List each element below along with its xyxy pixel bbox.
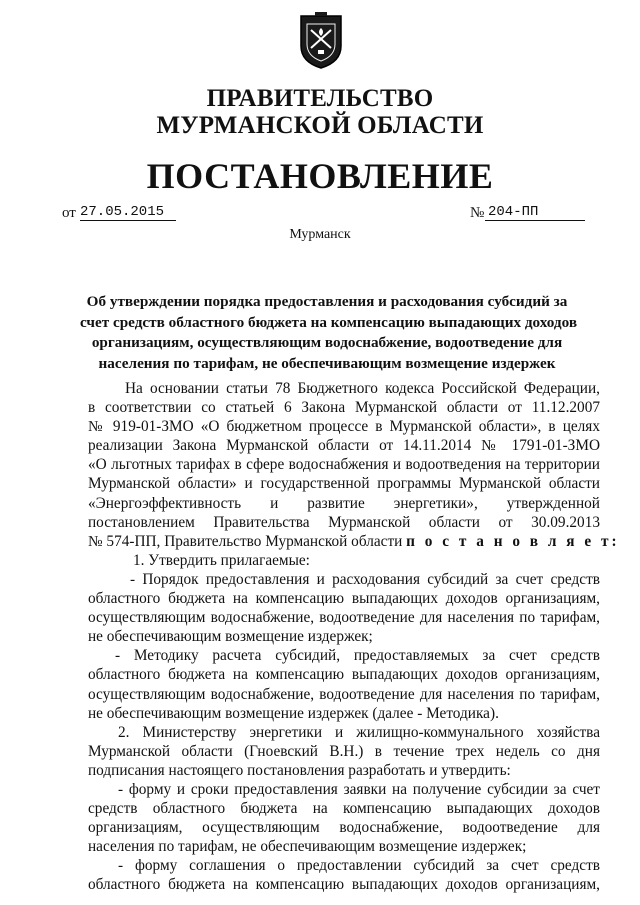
title-line: счет средств областного бюджета на компенсацию выпадающих доходов bbox=[80, 313, 578, 331]
document-number: 204-ПП bbox=[485, 204, 585, 221]
body-line: - форму соглашения о предоставлении субсидий за счет средств bbox=[118, 857, 600, 875]
body-line: «Энергоэффективность и развитие энергетики», утвержденной bbox=[88, 494, 600, 512]
body-line: № 919-01-ЗМО «О бюджетном процессе в Мурманской области», в целях bbox=[88, 418, 600, 436]
body-line: На основании статьи 78 Бюджетного кодекса Российской Федерации, bbox=[125, 380, 600, 397]
body-line: областного бюджета на компенсацию выпадающих доходов организациям, bbox=[88, 666, 600, 684]
body-line: в соответствии со статьей 6 Закона Мурманской области от 11.12.2007 bbox=[88, 399, 600, 417]
body-line: осуществляющим водоснабжение, водоотведение для населения по тарифам, bbox=[88, 609, 600, 627]
body-line: 2. Министерству энергетики и жилищно-коммунального хозяйства bbox=[118, 723, 600, 741]
body-line: не обеспечивающим возмещение издержек (далее - Методика). bbox=[88, 704, 499, 722]
body-line: - форму и сроки предоставления заявки на получение субсидии за счет bbox=[118, 780, 600, 798]
body-line: населения по тарифам, не обеспечивающим возмещение издержек; bbox=[88, 838, 527, 856]
date-prefix: от bbox=[62, 205, 76, 221]
title-line: населения по тарифам, не обеспечивающим возмещение издержек bbox=[98, 354, 556, 372]
body-line: подписания настоящего постановления разработать и утвердить: bbox=[88, 761, 511, 779]
decree-keyword: п о с т а н о в л я е т: bbox=[406, 532, 620, 550]
government-name-line2: МУРМАНСКОЙ ОБЛАСТИ bbox=[156, 112, 484, 139]
number-prefix: № bbox=[470, 205, 485, 221]
city-name: Мурманск bbox=[289, 227, 351, 242]
document-title bbox=[80, 292, 578, 374]
body-line: - Методику расчета субсидий, предоставляемых за счет средств bbox=[115, 647, 600, 665]
government-name-line1: ПРАВИТЕЛЬСТВО bbox=[206, 85, 434, 112]
body-line: постановлением Правительства Мурманской области от 30.09.2013 bbox=[88, 513, 600, 531]
body-line: «О льготных тарифах в сфере водоснабжения и водоотведения на территории bbox=[88, 456, 600, 474]
document-type-heading: ПОСТАНОВЛЕНИЕ bbox=[146, 156, 494, 196]
document-body bbox=[88, 379, 620, 895]
body-line: реализации Закона Мурманской области от 14.11.2014 № 1791-01-ЗМО bbox=[88, 437, 600, 455]
body-line: Мурманской области» и государственной программы Мурманской области bbox=[88, 475, 600, 493]
body-line bbox=[88, 532, 620, 551]
body-text: № 574-ПП, Правительство Мурманской области bbox=[88, 532, 403, 550]
body-line: не обеспечивающим возмещение издержек; bbox=[88, 628, 373, 646]
title-line: организациям, осуществляющим водоснабжение, водоотведение для bbox=[91, 334, 563, 351]
body-line: 1. Утвердить прилагаемые: bbox=[133, 551, 310, 569]
coat-of-arms-emblem bbox=[297, 12, 345, 70]
body-line: Мурманской области (Гноевский В.Н.) в течение трех недель со дня bbox=[88, 742, 600, 760]
body-line: - Порядок предоставления и расходования субсидий за счет средств bbox=[130, 570, 600, 588]
body-line: осуществляющим водоснабжение, водоотведение для населения по тарифам, bbox=[88, 685, 600, 703]
body-line: средств областного бюджета на компенсацию выпадающих доходов bbox=[88, 800, 600, 818]
body-line: областного бюджета на компенсацию выпадающих доходов организациям, bbox=[88, 876, 600, 894]
document-date: 27.05.2015 bbox=[80, 204, 176, 221]
body-line: областного бюджета на компенсацию выпадающих доходов организациям, bbox=[88, 590, 600, 608]
title-line: Об утверждении порядка предоставления и расходования субсидий за bbox=[86, 293, 568, 310]
body-line: организациям, осуществляющим водоснабжение, водоотведение для bbox=[88, 819, 600, 837]
